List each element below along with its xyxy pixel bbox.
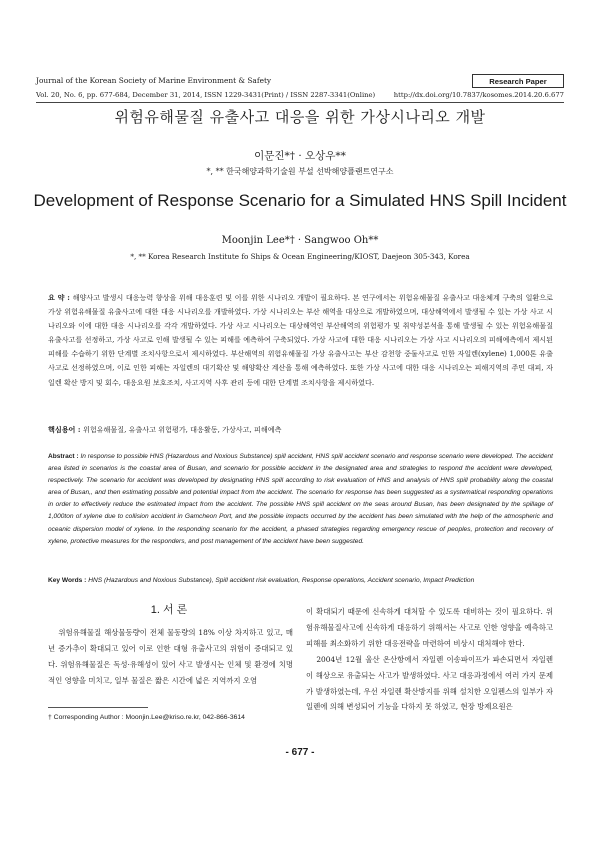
- header-divider: [36, 102, 564, 103]
- body-column-right: [306, 604, 553, 715]
- english-title: Development of Response Scenario for a Simulated HNS Spill Incident: [33, 191, 567, 210]
- english-keywords-text: HNS (Hazardous and Noxious Substance), Spill accident risk evaluation, Response operations, Accident scenario, Impact Prediction: [88, 577, 475, 584]
- footnote-divider: [48, 707, 148, 708]
- english-affiliation: *, ** Korea Research Institute fo Ships & Ocean Engineering/KIOST, Daejeon 305-343, Korea: [130, 252, 470, 261]
- korean-keywords-label: 핵심용어 :: [48, 425, 83, 434]
- korean-authors: 이문진*† · 오상우**: [254, 150, 346, 162]
- body-paragraph: 위험유해물질 해상물동량이 전체 물동량의 18% 이상 차지하고 있고, 매년 증가추이 확대되고 있어 이로 인한 대형 유출사고의 위험이 증대되고 있다. 위험유해물질은 독성·유해성이 있어 사고 발생시는 인체 및 환경에 치명적인 영향을 미치고, 일부 물질은 짧은 시간에 넓은 지역까지 오염: [48, 628, 293, 685]
- english-abstract: [48, 451, 553, 548]
- korean-keywords: [48, 425, 553, 435]
- page-number: - 677 -: [285, 747, 315, 758]
- corresponding-author-footnote: † Corresponding Author : Moonjin.Lee@kriso.re.kr, 042-866-3614: [48, 714, 245, 721]
- korean-title: 위험유해물질 유출사고 대응을 위한 가상시나리오 개발: [114, 108, 486, 126]
- english-authors: Moonjin Lee*† · Sangwoo Oh**: [221, 235, 379, 246]
- english-abstract-label: Abstract :: [48, 453, 81, 460]
- article-type-badge: Research Paper: [472, 74, 564, 88]
- korean-abstract: [48, 291, 553, 390]
- section-heading: 1. 서 론: [150, 604, 188, 616]
- body-paragraph-continued: 이 확대되기 때문에 신속하게 대처할 수 있도록 대비하는 것이 필요하다. 위험유해물질사고에 신속하게 대응하기 위해서는 사고로 인한 영향을 예측하고 피해를 최소화하기 위한 대응전략을 마련하여 비상시 대처해야 한다.: [306, 607, 553, 648]
- english-abstract-text: In response to possible HNS (Hazardous and Noxious Substance) spill accident, HNS spill accident scenario and response scenario were developed. The accident area listed in scenarios is the coastal area of Busan, and scenario for possible accident in the designated area and strategies to respond the accident were developed, respectively. The scenario for accident was developed by designating HNS spill according to risk evaluation of HNS and analysis of HNS spill probability along the coastal area of Busan,, and then estimating possible and potential impact from the accident. The scenario for response has been suggested as a systematical responding operations in order to effectively reduce the estimated impact from the accident. The possible HNS spill accident on the seas around Busan, has been designated by the spillage of 1,000ton of xylene due to collision accident in Gamcheon Port, and the possible impacts occurred by the accident has been simulated with the help of the atmospheric and oceanic dispersion model of xylene. In the responding scenario for the accident, a phased strategies regarding emergency rescue of peoples, protection and recovery of xylene, protective measures for the responders, and post management of the accident have been suggested.: [48, 453, 553, 545]
- korean-abstract-label: 요 약 :: [48, 293, 73, 302]
- journal-name: Journal of the Korean Society of Marine Environment & Safety: [36, 76, 272, 85]
- body-column-left: [48, 625, 293, 689]
- korean-abstract-text: 해양사고 발생시 대응능력 향상을 위해 대응훈련 및 이를 위한 시나리오 개발이 필요하다. 본 연구에서는 위험유해물질 유출사고 대응체계 구축의 일환으로 가상 위험유해물질 유출사고에 대한 대응 시나리오를 개발하였다. 가상 시나리오는 부산 해역을 대상으로 개발하였으며, 대상해역에서 발생될 수 있는 가상 사고 시나리오와 이에 대한 대응 시나리오를 각각 개발하였다. 가상 사고 시나리오는 대상해역인 부산해역의 위험평가 및 취약성분석을 통해 발생될 수 있는 위험유해물질 유출사고를 선정하고, 가상 사고로 인해 발생될 수 있는 피해를 예측하여 구축되었다. 가상 사고에 대한 대응 시나리오는 가상 사고 시나리오의 피해예측에서 제시된 피해를 수습하기 위한 단계별 조치사항으로서 제시하였다. 부산해역의 위험유해물질 가상 유출사고는 부산 감천항 중둘사고로 인한 자일렌(xylene) 1,000톤 유출사고로 선정하였으며, 이로 인한 피해는 자일렌의 대기확산 및 해양확산 계산을 통해 예측하였다. 또한 가상 사고에 대한 대응 시나리오는 피해지역의 주민 대피, 자일렌 확산 방지 및 회수, 대응요원 보호조치, 사고지역 사후 관리 등에 대한 단계별 조치사항을 제시하였다.: [48, 293, 553, 387]
- english-keywords-label: Key Words :: [48, 577, 89, 584]
- english-keywords: [48, 577, 553, 584]
- korean-keywords-text: 위험유해물질, 유출사고 위험평가, 대응활동, 가상사고, 피해예측: [82, 425, 282, 434]
- doi-link[interactable]: http://dx.doi.org/10.7837/kosomes.2014.20.6.677: [393, 91, 564, 99]
- body-paragraph: 2004년 12월 울산 온산항에서 자일렌 이송파이프가 파손되면서 자일렌이 해상으로 유출되는 사고가 발생하였다. 사고 대응과정에서 여러 가지 문제가 발생하였는데, 우선 자일렌 확산방지를 위해 설치한 오일펜스의 일부가 자일렌에 의해 변성되어 기능을 다하지 못 하였고, 현장 방제요원은: [306, 654, 553, 712]
- korean-affiliation: *, ** 한국해양과학기술원 부설 선박해양플랜트연구소: [206, 167, 394, 176]
- volume-info: Vol. 20, No. 6, pp. 677-684, December 31, 2014, ISSN 1229-3431(Print) / ISSN 2287-3341(Online): [36, 91, 376, 99]
